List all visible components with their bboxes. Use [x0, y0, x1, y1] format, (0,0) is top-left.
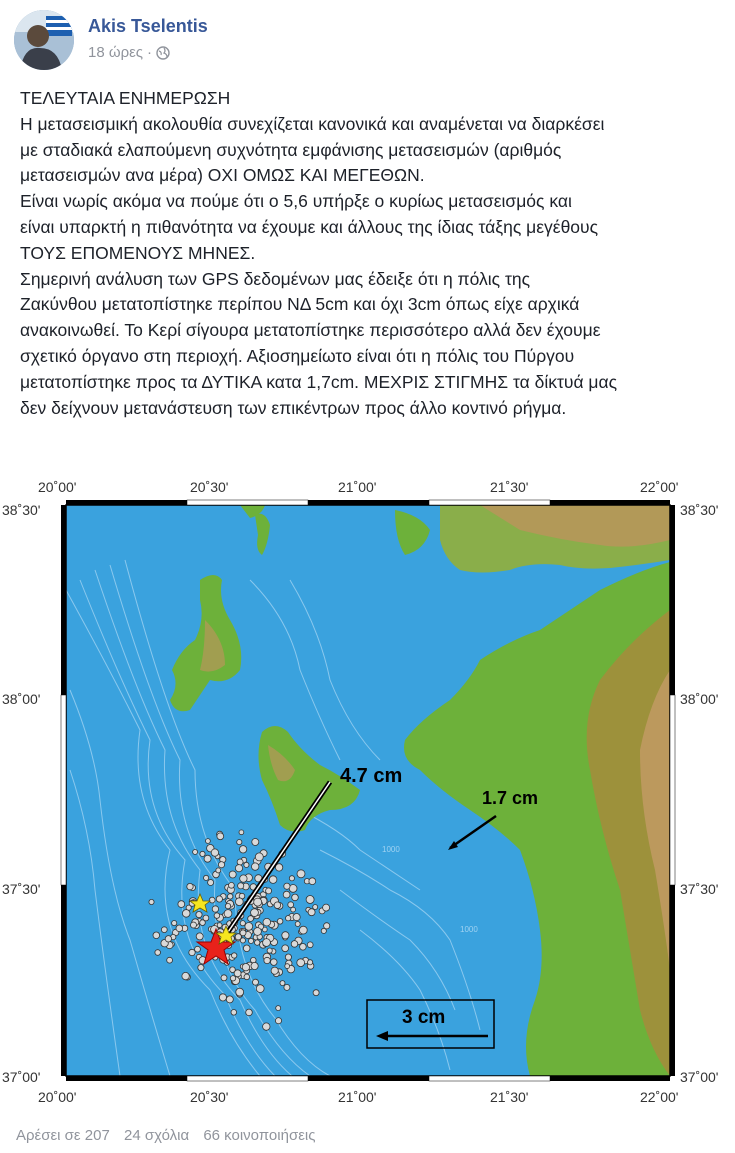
aftershock-dot	[271, 967, 278, 974]
aftershock-dot	[264, 957, 270, 963]
aftershock-dot	[252, 863, 259, 870]
aftershock-dot	[167, 957, 173, 963]
lon-label-bottom: 20˚30'	[190, 1089, 229, 1105]
scale-label: 3 cm	[402, 1007, 446, 1028]
aftershock-dot	[239, 830, 244, 835]
aftershock-dot	[195, 946, 201, 952]
post-line: μετασεισμών ανα μέρα) ΟΧΙ ΟΜΩΣ ΚΑΙ ΜΕΓΕΘΩΝ.	[20, 165, 425, 186]
lon-label-bottom: 21˚00'	[338, 1089, 377, 1105]
aftershock-dot	[178, 901, 185, 908]
aftershock-dot	[244, 862, 249, 867]
aftershock-dot	[217, 923, 222, 928]
lat-label-right: 37˚00'	[680, 1069, 719, 1085]
aftershock-dot	[293, 914, 300, 921]
aftershock-dot	[242, 964, 249, 971]
aftershock-dot	[165, 936, 171, 942]
author-name[interactable]: Akis Tselentis	[88, 16, 208, 36]
aftershock-dot	[226, 996, 233, 1003]
aftershock-dot	[225, 903, 230, 908]
aftershock-dot	[313, 905, 318, 910]
aftershock-dot	[284, 883, 290, 889]
post-line: Είναι νωρίς ακόμα να πούμε ότι ο 5,6 υπήρξε ο κυρίως μετασεισμός και	[20, 191, 572, 212]
aftershock-dot	[283, 891, 290, 898]
aftershock-dot	[291, 941, 298, 948]
post-line: σχετικό όργανο στη περιοχή. Αξιοσημείωτο είναι ότι η πόλις του Πύργου	[20, 345, 575, 366]
lat-label-left: 38˚00'	[2, 691, 41, 707]
post-line: δεν δείχνουν μετανάστευση των επικέντρων προς άλλο κοντινό ρήγμα.	[20, 397, 567, 418]
aftershock-dot	[251, 962, 258, 969]
aftershock-dot	[274, 902, 281, 909]
aftershock-dot	[221, 975, 227, 981]
lat-label-left: 37˚00'	[2, 1069, 41, 1085]
lat-label-right: 37˚30'	[680, 881, 719, 897]
globe-icon	[156, 46, 170, 64]
aftershock-dot	[239, 846, 246, 853]
aftershock-dot	[308, 909, 315, 916]
vector-label-zakynthos: 4.7 cm	[340, 765, 403, 787]
aftershock-dot	[256, 985, 264, 993]
aftershock-dot	[280, 981, 285, 986]
aftershock-dot	[216, 896, 222, 902]
aftershock-dot	[286, 916, 291, 921]
aftershock-dot	[229, 871, 236, 878]
aftershock-dot	[230, 976, 235, 981]
aftershock-dot	[172, 921, 177, 926]
aftershock-dot	[323, 904, 330, 911]
aftershock-dot	[251, 909, 259, 917]
aftershock-dot	[217, 833, 224, 840]
aftershock-dot	[282, 932, 289, 939]
aftershock-dot	[236, 988, 244, 996]
aftershock-dot	[153, 932, 160, 939]
aftershock-dot	[246, 1009, 253, 1016]
aftershock-dot	[263, 918, 271, 926]
post-line: με σταδιακά ελαπούμενη συχνότητα εμφάνισης μετασεισμών (αριθμός	[20, 139, 562, 160]
aftershock-dot	[263, 1023, 270, 1030]
post-stats	[16, 1127, 325, 1144]
shares-count[interactable]: 66 κοινοποιήσεις	[203, 1127, 316, 1144]
aftershock-dot	[252, 839, 259, 846]
aftershock-dot	[182, 972, 189, 979]
post-time[interactable]: 18 ώρες	[88, 44, 144, 61]
aftershock-dot	[254, 898, 262, 906]
aftershock-dot	[155, 950, 161, 956]
aftershock-dot	[198, 965, 204, 971]
avatar[interactable]	[14, 10, 74, 70]
aftershock-dot	[187, 883, 193, 889]
likes-count[interactable]: Αρέσει σε 207	[16, 1127, 110, 1144]
aftershock-dot	[208, 880, 214, 886]
lat-label-right: 38˚30'	[680, 502, 719, 518]
meta-separator: ·	[147, 44, 153, 61]
aftershock-dot	[289, 876, 294, 881]
aftershock-dot	[276, 1006, 281, 1011]
lon-label-top: 20˚30'	[190, 479, 229, 495]
aftershock-dot	[324, 923, 330, 929]
comments-count[interactable]: 24 σχόλια	[123, 1127, 190, 1144]
lat-label-right: 38˚00'	[680, 691, 719, 707]
aftershock-dot	[288, 902, 294, 908]
aftershock-dot	[149, 899, 154, 904]
aftershock-dot	[313, 990, 319, 996]
post-line: μετατοπίστηκε προς τα ΔΥΤΙΚΑ κατα 1,7cm. ΜΕΧΡΙΣ ΣΤΙΓΜΗΣ τα δίκτυά μας	[20, 371, 618, 392]
aftershock-dot	[182, 910, 190, 918]
aftershock-dot	[248, 916, 254, 922]
aftershock-dot	[308, 960, 313, 965]
post-meta	[88, 44, 170, 64]
aftershock-dot	[240, 930, 246, 936]
lon-label-top: 21˚30'	[490, 479, 529, 495]
aftershock-dot	[238, 883, 244, 889]
lon-label-bottom: 20˚00'	[38, 1089, 77, 1105]
aftershock-dot	[299, 926, 307, 934]
aftershock-dot	[231, 1010, 237, 1016]
aftershock-dot	[232, 953, 237, 958]
lon-label-bottom: 22˚00'	[640, 1089, 679, 1105]
aftershock-dot	[244, 974, 250, 980]
aftershock-dot	[229, 882, 235, 888]
aftershock-dot	[204, 875, 209, 880]
aftershock-dot	[309, 878, 316, 885]
post-body	[20, 86, 720, 421]
aftershock-dot	[271, 959, 278, 966]
aftershock-dot	[240, 875, 247, 882]
post-line: ΤΕΛΕΥΤΑΙΑ ΕΝΗΜΕΡΩΣΗ	[20, 88, 231, 108]
aftershock-dot	[240, 921, 245, 926]
aftershock-dot	[235, 865, 242, 872]
aftershock-dot	[253, 979, 259, 985]
aftershock-dot	[284, 984, 290, 990]
aftershock-dot	[196, 912, 202, 918]
aftershock-dot	[295, 922, 300, 927]
post-line: ΤΟΥΣ ΕΠΟΜΕΝΟΥΣ ΜΗΝΕΣ.	[20, 242, 256, 263]
aftershock-dot	[193, 850, 198, 855]
aftershock-dot	[254, 928, 262, 936]
post-line: Σημερινή ανάλυση των GPS δεδομένων μας έδειξε ότι η πόλις της	[20, 268, 531, 289]
aftershock-dot	[255, 853, 263, 861]
aftershock-dot	[321, 928, 326, 933]
aftershock-dot	[196, 933, 203, 940]
aftershock-dot	[235, 898, 243, 906]
aftershock-dot	[176, 925, 183, 932]
post-image-map[interactable]	[0, 470, 735, 1112]
post-header	[14, 10, 714, 70]
aftershock-dot	[297, 959, 305, 967]
aftershock-dot	[189, 949, 195, 955]
lon-label-bottom: 21˚30'	[490, 1089, 529, 1105]
aftershock-dot	[230, 967, 236, 973]
aftershock-dot	[306, 896, 314, 904]
aftershock-dot	[307, 942, 313, 948]
aftershock-dot	[218, 862, 224, 868]
aftershock-dot	[200, 851, 205, 856]
aftershock-dot	[267, 948, 272, 953]
aftershock-dot	[269, 876, 277, 884]
aftershock-dot	[243, 945, 250, 952]
aftershock-dot	[266, 888, 272, 894]
aftershock-dot	[277, 919, 283, 925]
lat-label-left: 38˚30'	[2, 502, 41, 518]
aftershock-dot	[297, 870, 305, 878]
aftershock-dot	[255, 940, 260, 945]
vector-label-pyrgos: 1.7 cm	[482, 788, 539, 808]
aftershock-dot	[206, 839, 211, 844]
aftershock-dot	[292, 894, 299, 901]
aftershock-dot	[161, 927, 167, 933]
aftershock-dot	[204, 855, 211, 862]
aftershock-dot	[200, 920, 206, 926]
aftershock-dot	[300, 944, 307, 951]
aftershock-dot	[263, 939, 271, 947]
aftershock-dot	[248, 938, 253, 943]
aftershock-dot	[237, 859, 243, 865]
post-line: Η μετασεισμική ακολουθία συνεχίζεται κανονικά και αναμένεται να διαρκέσει	[20, 113, 605, 134]
lon-label-top: 21˚00'	[338, 479, 377, 495]
aftershock-dot	[216, 868, 221, 873]
aftershock-dot	[214, 913, 220, 919]
lon-label-top: 22˚00'	[640, 479, 679, 495]
aftershock-dot	[285, 954, 291, 960]
aftershock-dot	[209, 897, 215, 903]
aftershock-dot	[224, 910, 232, 918]
aftershock-dot	[212, 906, 218, 912]
aftershock-dot	[219, 994, 226, 1001]
aftershock-dot	[211, 849, 218, 856]
lat-label-left: 37˚30'	[2, 881, 41, 897]
aftershock-dot	[285, 964, 290, 969]
post-line: είναι υπαρκτή η πιθανότητα να έχουμε και άλλους της ίδιας τάξης μεγέθους	[20, 216, 599, 237]
map-svg	[0, 470, 735, 1112]
contour-label: 1000	[460, 925, 478, 934]
aftershock-dot	[245, 923, 253, 931]
aftershock-dot	[289, 885, 297, 893]
aftershock-dot	[191, 922, 197, 928]
contour-label: 1000	[382, 845, 400, 854]
post-line: Ζακύνθου μετατοπίστηκε περίπου ΝΔ 5cm και όχι 3cm όπως είχε αρχικά	[20, 294, 580, 315]
aftershock-dot	[237, 840, 242, 845]
aftershock-dot	[282, 945, 289, 952]
aftershock-dot	[275, 1018, 281, 1024]
lon-label-top: 20˚00'	[38, 479, 77, 495]
post-line: ανακοινωθεί. Το Κερί σίγουρα μετατοπίστηκε περισσότερο αλλά δεν έχουμε	[20, 320, 601, 341]
